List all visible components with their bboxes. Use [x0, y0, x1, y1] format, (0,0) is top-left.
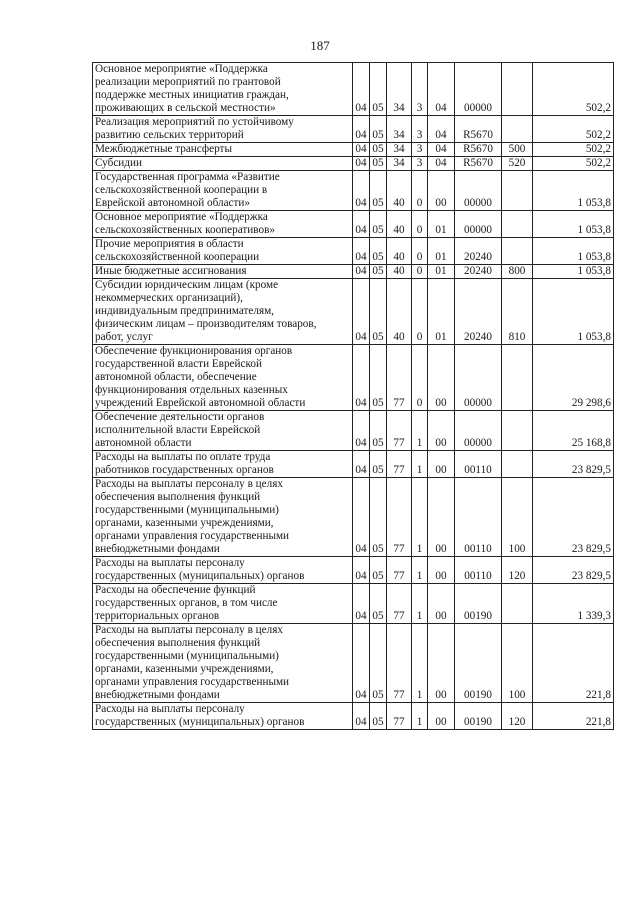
row-description — [93, 703, 353, 730]
table-row — [93, 265, 614, 279]
amount: 1 053,8 — [533, 171, 614, 211]
group-code: 01 — [428, 211, 455, 238]
subprogram-code: 0 — [412, 211, 428, 238]
expense-type-code — [502, 584, 533, 624]
table-row — [93, 478, 614, 557]
description-line: развитию сельских территорий — [95, 129, 244, 141]
group-code: 04 — [428, 143, 455, 157]
row-description — [93, 557, 353, 584]
chapter-code: 04 — [353, 116, 370, 143]
table-row — [93, 238, 614, 265]
subprogram-code: 3 — [412, 157, 428, 171]
subprogram-code: 1 — [412, 624, 428, 703]
direction-code: 00190 — [455, 703, 502, 730]
group-code: 01 — [428, 279, 455, 345]
row-description: Субсидии — [93, 157, 353, 171]
chapter-code: 04 — [353, 557, 370, 584]
program-code: 77 — [387, 478, 412, 557]
expense-type-code — [502, 211, 533, 238]
subsection-code: 05 — [370, 411, 387, 451]
chapter-code: 04 — [353, 411, 370, 451]
program-code: 77 — [387, 703, 412, 730]
description-line: государственными (муниципальными) — [95, 650, 279, 662]
table-row — [93, 451, 614, 478]
group-code: 00 — [428, 624, 455, 703]
description-line: проживающих в сельской местности» — [95, 102, 276, 114]
direction-code: 00000 — [455, 171, 502, 211]
description-line: функционирования отдельных казенных — [95, 384, 288, 396]
chapter-code: 04 — [353, 171, 370, 211]
description-line: государственными (муниципальными) — [95, 504, 279, 516]
amount: 221,8 — [533, 624, 614, 703]
expense-type-code: 810 — [502, 279, 533, 345]
row-description — [93, 279, 353, 345]
chapter-code: 04 — [353, 63, 370, 116]
row-description — [93, 345, 353, 411]
table-row — [93, 143, 614, 157]
description-line: Расходы на выплаты персоналу — [95, 557, 245, 569]
description-line: Обеспечение функционирования органов — [95, 345, 293, 357]
description-line: внебюджетными фондами — [95, 689, 220, 701]
subprogram-code: 1 — [412, 557, 428, 584]
subsection-code: 05 — [370, 238, 387, 265]
amount: 23 829,5 — [533, 451, 614, 478]
chapter-code: 04 — [353, 624, 370, 703]
direction-code: 00000 — [455, 345, 502, 411]
description-line: автономной области, обеспечение — [95, 371, 257, 383]
subsection-code: 05 — [370, 265, 387, 279]
group-code: 00 — [428, 584, 455, 624]
amount: 502,2 — [533, 63, 614, 116]
description-line: автономной области — [95, 437, 192, 449]
group-code: 00 — [428, 345, 455, 411]
program-code: 77 — [387, 624, 412, 703]
subsection-code: 05 — [370, 557, 387, 584]
expense-type-code: 100 — [502, 478, 533, 557]
subsection-code: 05 — [370, 345, 387, 411]
group-code: 01 — [428, 238, 455, 265]
direction-code: R5670 — [455, 157, 502, 171]
amount: 1 053,8 — [533, 265, 614, 279]
subprogram-code: 0 — [412, 265, 428, 279]
program-code: 40 — [387, 279, 412, 345]
subprogram-code: 1 — [412, 411, 428, 451]
subsection-code: 05 — [370, 171, 387, 211]
subsection-code: 05 — [370, 584, 387, 624]
group-code: 00 — [428, 557, 455, 584]
amount: 29 298,6 — [533, 345, 614, 411]
table-row — [93, 703, 614, 730]
program-code: 77 — [387, 345, 412, 411]
expense-type-code — [502, 116, 533, 143]
subsection-code: 05 — [370, 478, 387, 557]
program-code: 34 — [387, 116, 412, 143]
direction-code: 20240 — [455, 265, 502, 279]
chapter-code: 04 — [353, 211, 370, 238]
description-line: реализации мероприятий по грантовой — [95, 76, 281, 88]
table-row — [93, 171, 614, 211]
description-line: сельскохозяйственных кооперативов» — [95, 224, 275, 236]
table-row — [93, 624, 614, 703]
chapter-code: 04 — [353, 143, 370, 157]
amount: 1 053,8 — [533, 238, 614, 265]
description-line: органами управления государственными — [95, 530, 290, 542]
chapter-code: 04 — [353, 478, 370, 557]
table-row — [93, 584, 614, 624]
row-description: Иные бюджетные ассигнования — [93, 265, 353, 279]
direction-code: R5670 — [455, 143, 502, 157]
expense-type-code: 120 — [502, 703, 533, 730]
direction-code: 00190 — [455, 624, 502, 703]
row-description — [93, 584, 353, 624]
group-code: 00 — [428, 411, 455, 451]
description-line: органами управления государственными — [95, 676, 290, 688]
description-line: органами, казенными учреждениями, — [95, 517, 274, 529]
subsection-code: 05 — [370, 143, 387, 157]
subprogram-code: 0 — [412, 345, 428, 411]
description-line: исполнительной власти Еврейской — [95, 424, 261, 436]
direction-code: 00190 — [455, 584, 502, 624]
expense-type-code — [502, 451, 533, 478]
description-line: Расходы на выплаты персоналу в целях — [95, 624, 283, 636]
subprogram-code: 1 — [412, 451, 428, 478]
description-line: физическим лицам – производителям товаров, — [95, 318, 317, 330]
amount: 1 053,8 — [533, 211, 614, 238]
amount: 25 168,8 — [533, 411, 614, 451]
subprogram-code: 0 — [412, 238, 428, 265]
row-description — [93, 411, 353, 451]
table-row — [93, 411, 614, 451]
table-row — [93, 211, 614, 238]
description-line: Прочие мероприятия в области — [95, 238, 244, 250]
expense-type-code — [502, 238, 533, 265]
row-description — [93, 63, 353, 116]
subsection-code: 05 — [370, 116, 387, 143]
chapter-code: 04 — [353, 703, 370, 730]
description-line: сельскохозяйственной кооперации — [95, 251, 260, 263]
description-line: Еврейской автономной области» — [95, 197, 250, 209]
row-description — [93, 624, 353, 703]
expense-type-code: 500 — [502, 143, 533, 157]
subsection-code: 05 — [370, 211, 387, 238]
amount: 1 339,3 — [533, 584, 614, 624]
table-row — [93, 279, 614, 345]
description-line: Государственная программа «Развитие — [95, 171, 280, 183]
amount: 221,8 — [533, 703, 614, 730]
direction-code: 00000 — [455, 211, 502, 238]
amount: 23 829,5 — [533, 478, 614, 557]
amount: 1 053,8 — [533, 279, 614, 345]
direction-code: 00110 — [455, 451, 502, 478]
description-line: государственных (муниципальных) органов — [95, 716, 305, 728]
expense-type-code: 100 — [502, 624, 533, 703]
description-line: государственных органов, в том числе — [95, 597, 278, 609]
table-row — [93, 116, 614, 143]
expense-type-code — [502, 345, 533, 411]
description-line: Обеспечение деятельности органов — [95, 411, 265, 423]
chapter-code: 04 — [353, 345, 370, 411]
program-code: 40 — [387, 265, 412, 279]
table-row — [93, 345, 614, 411]
row-description — [93, 451, 353, 478]
description-line: обеспечения выполнения функций — [95, 637, 261, 649]
subsection-code: 05 — [370, 63, 387, 116]
row-description — [93, 238, 353, 265]
description-line: работников государственных органов — [95, 464, 274, 476]
chapter-code: 04 — [353, 451, 370, 478]
group-code: 01 — [428, 265, 455, 279]
program-code: 77 — [387, 451, 412, 478]
description-line: территориальных органов — [95, 610, 220, 622]
expense-type-code — [502, 171, 533, 211]
program-code: 77 — [387, 411, 412, 451]
direction-code: R5670 — [455, 116, 502, 143]
budget-table-body — [93, 63, 614, 730]
budget-table — [92, 62, 614, 730]
direction-code: 00110 — [455, 557, 502, 584]
description-line: работ, услуг — [95, 331, 153, 343]
description-line: Основное мероприятие «Поддержка — [95, 63, 268, 75]
row-description — [93, 478, 353, 557]
amount: 502,2 — [533, 157, 614, 171]
subsection-code: 05 — [370, 624, 387, 703]
description-line: Реализация мероприятий по устойчивому — [95, 116, 294, 128]
group-code: 00 — [428, 703, 455, 730]
expense-type-code: 520 — [502, 157, 533, 171]
description-line: поддержке местных инициатив граждан, — [95, 89, 289, 101]
row-description — [93, 171, 353, 211]
group-code: 00 — [428, 171, 455, 211]
program-code: 34 — [387, 157, 412, 171]
direction-code: 00000 — [455, 63, 502, 116]
row-description: Межбюджетные трансферты — [93, 143, 353, 157]
amount: 502,2 — [533, 143, 614, 157]
description-line: органами, казенными учреждениями, — [95, 663, 274, 675]
row-description — [93, 211, 353, 238]
description-line: Основное мероприятие «Поддержка — [95, 211, 268, 223]
description-line: Субсидии юридическим лицам (кроме — [95, 279, 279, 291]
subprogram-code: 3 — [412, 116, 428, 143]
table-row — [93, 63, 614, 116]
description-line: индивидуальным предпринимателям, — [95, 305, 274, 317]
subprogram-code: 3 — [412, 143, 428, 157]
program-code: 77 — [387, 584, 412, 624]
row-description — [93, 116, 353, 143]
description-line: учреждений Еврейской автономной области — [95, 397, 306, 409]
chapter-code: 04 — [353, 157, 370, 171]
group-code: 04 — [428, 157, 455, 171]
table-row — [93, 157, 614, 171]
description-line: Расходы на обеспечение функций — [95, 584, 256, 596]
subprogram-code: 0 — [412, 171, 428, 211]
expense-type-code: 800 — [502, 265, 533, 279]
subsection-code: 05 — [370, 279, 387, 345]
page-number: 187 — [310, 38, 330, 53]
chapter-code: 04 — [353, 265, 370, 279]
expense-type-code: 120 — [502, 557, 533, 584]
description-line: государственных (муниципальных) органов — [95, 570, 305, 582]
expense-type-code — [502, 411, 533, 451]
subprogram-code: 1 — [412, 478, 428, 557]
direction-code: 20240 — [455, 279, 502, 345]
subsection-code: 05 — [370, 157, 387, 171]
chapter-code: 04 — [353, 584, 370, 624]
description-line: обеспечения выполнения функций — [95, 491, 261, 503]
subsection-code: 05 — [370, 703, 387, 730]
direction-code: 20240 — [455, 238, 502, 265]
description-line: некоммерческих организаций), — [95, 292, 243, 304]
subprogram-code: 0 — [412, 279, 428, 345]
direction-code: 00110 — [455, 478, 502, 557]
description-line: сельскохозяйственной кооперации в — [95, 184, 268, 196]
group-code: 00 — [428, 451, 455, 478]
expense-type-code — [502, 63, 533, 116]
program-code: 40 — [387, 211, 412, 238]
chapter-code: 04 — [353, 279, 370, 345]
program-code: 40 — [387, 238, 412, 265]
description-line: Расходы на выплаты по оплате труда — [95, 451, 271, 463]
subprogram-code: 3 — [412, 63, 428, 116]
program-code: 34 — [387, 63, 412, 116]
table-row — [93, 557, 614, 584]
program-code: 40 — [387, 171, 412, 211]
amount: 23 829,5 — [533, 557, 614, 584]
program-code: 77 — [387, 557, 412, 584]
description-line: государственной власти Еврейской — [95, 358, 262, 370]
subprogram-code: 1 — [412, 703, 428, 730]
subprogram-code: 1 — [412, 584, 428, 624]
chapter-code: 04 — [353, 238, 370, 265]
program-code: 34 — [387, 143, 412, 157]
group-code: 04 — [428, 63, 455, 116]
group-code: 00 — [428, 478, 455, 557]
subsection-code: 05 — [370, 451, 387, 478]
direction-code: 00000 — [455, 411, 502, 451]
description-line: Расходы на выплаты персоналу — [95, 703, 245, 715]
description-line: Расходы на выплаты персоналу в целях — [95, 478, 283, 490]
amount: 502,2 — [533, 116, 614, 143]
group-code: 04 — [428, 116, 455, 143]
description-line: внебюджетными фондами — [95, 543, 220, 555]
